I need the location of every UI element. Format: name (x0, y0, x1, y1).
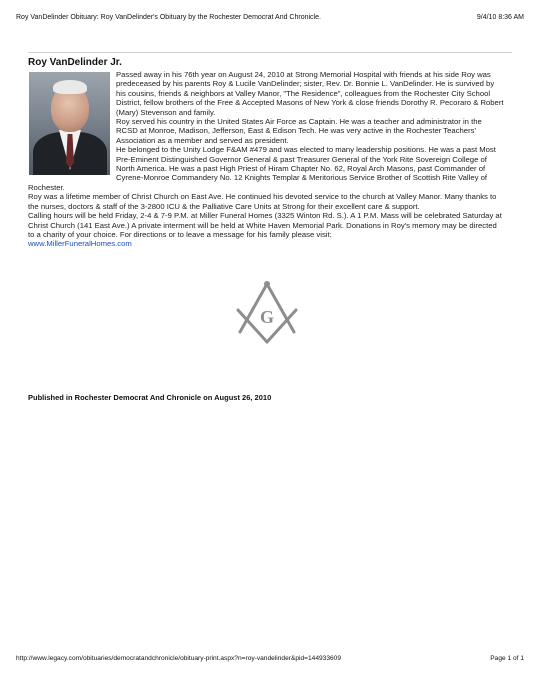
divider (28, 52, 512, 53)
emblem-letter: G (259, 307, 275, 327)
obituary-text (28, 70, 504, 249)
paragraph: Roy was a lifetime member of Christ Church on East Ave. He continued his devoted service to the church at Valley Manor. Many thanks to the nurses, doctors & staff of the 3-2800 ICU & the Palliative Care Units at Strong for their excellent care & support. (28, 192, 497, 211)
print-header (16, 14, 524, 21)
page-number: Page 1 of 1 (490, 655, 524, 662)
publication-note: Published in Rochester Democrat And Chronicle on August 26, 2010 (28, 393, 272, 402)
funeral-home-link[interactable]: www.MillerFuneralHomes.com (28, 239, 132, 249)
square-and-compasses-icon (232, 276, 302, 346)
paragraph: He belonged to the Unity Lodge F&AM #479 and was elected to many leadership positions. He was a past Most Pre-Eminent Distinguished Governor General & past Treasurer General of the York Rite Sovereign College of North America. He was a past High Priest of Hiram Chapter No. 62, Royal Arch Masons, past Commander of Cyrene-Monroe Commandery No. 12 Knights Templar & Meritorious Service Brother of Scottish Rite Valley of Rochester. (28, 145, 496, 192)
paragraph: Calling hours will be held Friday, 2-4 & 7-9 P.M. at Miller Funeral Homes (3325 Winton Rd. S.). A 1 P.M. Mass will be celebrated Saturday at Christ Church (141 East Ave.) A private interment will be held at White Haven Memorial Park. Donations in Roy's memory may be directed to a charity of your choice. For directions or to leave a message for his family please visit: (28, 211, 502, 239)
source-url: http://www.legacy.com/obituaries/democratandchronicle/obituary-print.aspx?n=roy-vandelinder&pid=144933609 (16, 655, 341, 662)
paragraph: Roy served his country in the United States Air Force as Captain. He was a teacher and administrator in the RCSD at Monroe, Madison, Jefferson, East & Edison Tech. He was very active in the Rochester Teachers' Association as a member and served as president. (116, 117, 482, 145)
paragraph: Passed away in his 76th year on August 24, 2010 at Strong Memorial Hospital with friends at his side Roy was predeceased by his parents Roy & Lucile VanDelinder; sister, Rev. Dr. Bonnie L. VanDelinder. He is survived by his cousins, friends & neighbors at Valley Manor, "The Residence", colleagues from the Rochester City School District, fellow brothers of the Free & Accepted Masons of New York & close friends Dorothy R. Pecoraro & Robert (Mary) Stevenson and family. (116, 70, 504, 117)
print-datetime: 9/4/10 8:36 AM (476, 14, 524, 21)
page-title: Roy VanDelinder Obituary: Roy VanDelinder's Obituary by the Rochester Democrat And Chronicle. (16, 14, 321, 21)
deceased-name: Roy VanDelinder Jr. (28, 57, 122, 68)
print-footer (16, 655, 524, 662)
